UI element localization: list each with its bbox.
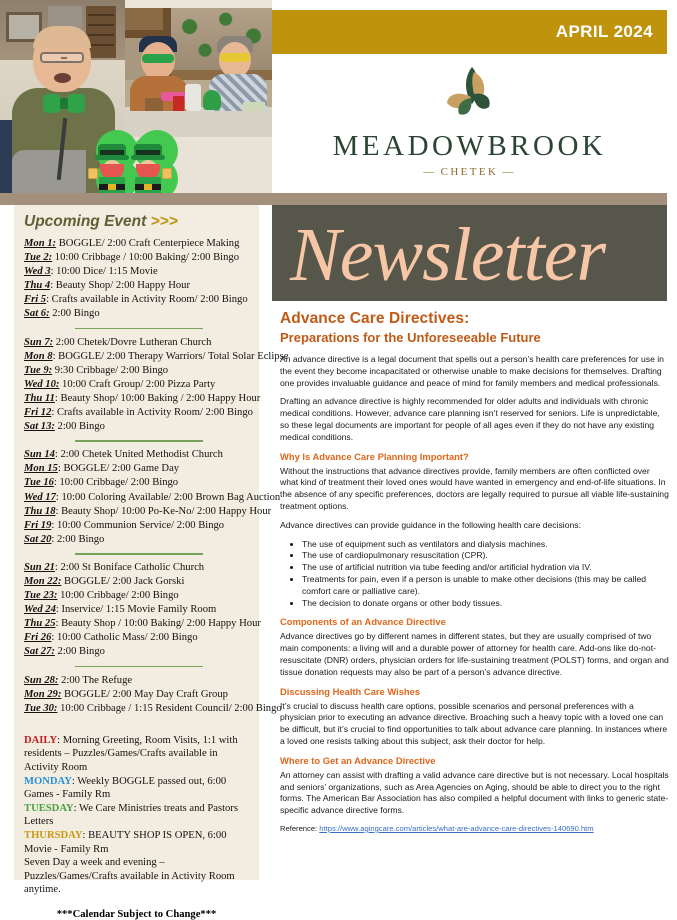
photo-cabinet-lines [88,14,114,16]
newsletter-banner [272,205,667,301]
event-text: : Crafts available in Activity Room/ 2:00 Bingo [51,407,253,419]
event-day: Thu 25 [24,618,56,630]
article-heading-components: Components of an Advance Directive [280,616,446,628]
newsletter-title: Newsletter [290,213,606,297]
article-title: Advance Care Directives: [280,310,470,327]
event-text: : Beauty Shop/ 10:00 Po-Ke-No/ 2:00 Happy Hour [55,505,272,517]
event-row [24,688,253,702]
event-row [24,575,253,589]
sidebar-heading [24,213,259,231]
article-reference [280,824,670,833]
article-bullet-item: • The use of equipment such as ventilators and dialysis machines. [302,539,670,551]
weekly-day-text: : We Care Ministries treats and Pastors Letters [24,802,238,828]
reference-label: Reference: [280,823,318,833]
event-day: Fri 26 [24,632,52,644]
event-row [24,617,261,631]
weekly-schedule-row [24,802,251,829]
weekly-day-tag: MONDAY [24,775,72,787]
event-text: : 10:00 Catholic Mass/ 2:00 Bingo [51,632,198,644]
event-text: BOGGLE/ 2:00 May Day Craft Group [61,688,228,700]
reference-link[interactable]: https://www.agingcare.com/articles/what-are-advance-care-directives-140690.htm [319,823,594,833]
eyeglasses-icon [40,52,84,63]
event-text: 2:00 Bingo [54,646,105,658]
article-bullet-item: • The use of artificial nutrition via tube feeding and/or artificial hydration via IV. [302,562,670,574]
leprechaun-icon-right [132,144,164,196]
event-day: Fri 12 [24,407,52,419]
event-day: Sun 14 [24,449,55,461]
photo-cup [185,84,201,111]
event-text: : 10:00 Coloring Available/ 2:00 Brown Bag Auction [55,491,281,503]
event-text: BOGGLE/ 2:00 Jack Gorski [61,575,185,587]
event-day: Mon 15 [24,463,58,475]
shamrock-bowtie [43,94,85,113]
event-day: Mon 22: [24,575,62,587]
photo-bills [243,102,265,111]
event-day: Fri 19 [24,519,52,531]
article-paragraph-4: Advance directives can provide guidance in the following health care decisions: [280,519,581,530]
event-day: Thu 18 [24,505,56,517]
weekly-day-text: : Weekly BOGGLE passed out, 6:00 Games - Family Rm [24,775,227,801]
event-text: 9:30 Cribbage/ 2:00 Bingo [52,364,169,376]
month-label: APRIL 2024 [555,22,653,41]
event-row [24,519,253,533]
chevrons-icon: >>> [150,213,178,230]
event-row [24,462,253,476]
event-row [24,448,253,462]
event-row [24,251,253,265]
week-divider [24,322,253,336]
event-row [24,265,253,279]
weekly-day-tag: THURSDAY [24,829,83,841]
event-row [24,603,253,617]
weekly-day-text: : Morning Greeting, Room Visits, 1:1 with residents – Puzzles/Games/Crafts available in Activity Room [24,734,238,773]
weekly-footer: Seven Day a week and evening – Puzzles/Games/Crafts available in Activity Room anytime. [24,857,235,896]
event-text: : 2:00 Bingo [51,533,105,545]
event-text: : BOGGLE/ 2:00 Game Day [57,463,180,475]
event-day: Mon 29: [24,688,62,700]
weekly-schedule-row [24,775,251,802]
event-row [24,392,261,406]
event-row [24,631,253,645]
event-text: : Inservice/ 1:15 Movie Family Room [55,604,217,616]
event-text: : Beauty Shop/ 2:00 Happy Hour [50,280,190,292]
event-day: Tue 16 [24,477,54,489]
event-day: Sat 13: [24,421,55,433]
events-sidebar [14,205,289,920]
brand-logo-block [272,58,667,193]
event-row [24,336,253,350]
event-day: Tue 30: [24,702,58,714]
weekly-day-tag: TUESDAY [24,802,74,814]
event-day: Wed 3 [24,266,51,278]
event-day: Tue 23: [24,590,58,602]
event-day: Wed 24 [24,604,56,616]
photo-wood-box [145,98,163,111]
event-text: 10:00 Cribbage / 1:15 Resident Council/ 2:00 Bingo [57,702,282,714]
weekly-day-text: : BEAUTY SHOP IS OPEN, 6:00 Movie - Family Rm [24,829,227,855]
event-row [24,476,253,490]
event-text: : 10:00 Cribbage/ 2:00 Bingo [53,477,179,489]
event-day: Tue 9: [24,364,53,376]
article-paragraph-7: An attorney can assist with drafting a valid advance care directive but is not necessary. Local hospitals and seniors’ organizations, such as Area Agencies on Aging, should be able to direct you to the right forms. The American Bar Association has also compiled a helpful document with links to generic state-specific advance directive forms. [280,769,669,816]
event-text: : BOGGLE/ 2:00 Therapy Warriors/ Total Solar Eclipse [52,350,289,362]
event-day: Mon 1: [24,238,57,249]
article-bullet-item: • The decision to donate organs or other body tissues. [302,598,670,610]
events-list [24,237,289,716]
event-row [24,589,253,603]
resident-photo-right [125,8,272,137]
event-day: Thu 4 [24,280,51,292]
event-day: Sat 27: [24,646,55,658]
article-heading-discussing: Discussing Health Care Wishes [280,685,421,697]
event-text: 10:00 Craft Group/ 2:00 Pizza Party [59,378,216,390]
month-banner [272,10,667,54]
event-day: Wed 10: [24,378,60,390]
event-text: : 2:00 Chetek United Methodist Church [54,449,223,461]
weekly-schedule-block [24,734,251,897]
article-bullet-list [302,539,670,610]
event-row [24,533,253,547]
week-divider [24,660,253,674]
event-row [24,378,253,392]
week-divider [24,547,253,561]
weekly-schedule-row [24,734,251,775]
event-day: Mon 8 [24,350,53,362]
event-text: 2:00 Chetek/Dovre Lutheran Church [53,336,212,348]
photo-soda-can [173,96,184,111]
event-text: 2:00 The Refuge [58,674,133,686]
event-text: : 2:00 St Boniface Catholic Church [54,561,205,573]
event-day: Fri 5 [24,294,47,306]
article-column [280,310,670,880]
shamrock-decoration [203,90,221,110]
shamrock-glasses-green [142,54,174,63]
event-text: 2:00 Bingo [49,308,100,320]
leprechaun-icon-left [96,144,128,196]
article-bullet-item: • The use of cardiopulmonary resuscitation (CPR). [302,550,670,562]
header-photo-strip [0,0,272,193]
page-header [0,0,677,196]
event-text: : 10:00 Dice/ 1:15 Movie [50,266,158,278]
header-divider-band [0,193,667,205]
article-bullet-item: • Treatments for pain, even if a person is unable to make other decisions (this may be called comfort care or palliative care). [302,574,670,598]
event-row [24,350,289,364]
event-text: : Beauty Shop/ 10:00 Baking / 2:00 Happy Hour [54,392,261,404]
article-paragraph-2: Drafting an advance directive is highly recommended for older adults and individuals with chronic medical conditions. However, advance care planning isn’t reserved for seniors. Life is unpredictable, so these legal documents are important for people of all ages even if they do not have any existing medical conditions. [280,396,660,442]
event-text: : 10:00 Communion Service/ 2:00 Bingo [51,519,225,531]
photo-person-mouth [54,73,71,83]
event-day: Sat 20 [24,533,52,545]
article-heading-why: Why Is Advance Care Planning Important? [280,450,469,462]
butterfly-leaf-logo-icon [434,64,506,126]
event-row [24,237,253,251]
event-row [24,702,282,716]
event-row [24,307,253,321]
event-day: Sun 21 [24,561,55,573]
event-day: Sun 28: [24,674,59,686]
event-row [24,674,253,688]
event-day: Sun 7: [24,336,54,348]
shamrock-glasses-gold [220,53,250,62]
event-day: Tue 2: [24,252,53,264]
event-row [24,406,253,420]
article-subtitle: Preparations for the Unforeseeable Future [280,330,541,345]
event-day: Sat 6: [24,308,50,320]
event-day: Wed 17 [24,491,56,503]
photo-gap-top [125,0,272,8]
event-row [24,505,272,519]
photo-person-pants [12,150,86,193]
article-paragraph-6: It’s crucial to discuss health care options, possible scenarios and personal preferences with a physician prior to executing an advance directive. Broaching such a heavy topic with a loved one can be difficult, but it’s crucial to find opportunities to talk about advance care planning. In instances where a loved one resists talking about this subject, ask their doctor for help. [280,700,668,746]
sidebar-heading-text: Upcoming Event [24,213,147,230]
event-row [24,645,253,659]
event-row [24,364,253,378]
article-paragraph-5: Advance directives go by different names in different states, but they are usually comprised of two main components: a living will and a durable power of attorney for health care. Add-ons like do-not-resuscitate (DNR) orders, physician orders for life-sustaining treatment (POLST) forms, and organ and tissue donation requests may also be part of a person’s advance directive. [280,631,669,677]
weekly-day-tag: DAILY [24,734,58,746]
event-text: 2:00 Bingo [54,421,105,433]
calendar-disclaimer: ***Calendar Subject to Change*** [56,908,217,920]
event-text: BOGGLE/ 2:00 Craft Centerpiece Making [56,238,240,249]
week-divider [24,434,253,448]
article-paragraph-1: An advance directive is a legal document that spells out a person’s health care preferences for use in the event they become incapacitated or otherwise unable to make decisions for themselves. Drafting one provides invaluable guidance and peace of mind for family members and medical professionals. [280,354,664,388]
event-text: : Beauty Shop / 10:00 Baking/ 2:00 Happy Hour [55,618,261,630]
event-text: 10:00 Cribbage/ 2:00 Bingo [57,590,179,602]
event-row [24,279,253,293]
event-day: Thu 11 [24,392,55,404]
event-row [24,491,281,505]
event-row [24,561,253,575]
article-heading-where: Where to Get an Advance Directive [280,754,436,766]
event-row [24,420,253,434]
brand-name: MEADOWBROOK [332,130,607,162]
article-paragraph-3: Without the instructions that advance directives provide, family members are often conflicted over what kind of treatment their loved ones would have wanted in emergency and end-of-life situations. In the absence of any specific preferences, doctors are legally required to pursue all viable life-sustaining treatment options. [280,465,669,511]
event-text: 10:00 Cribbage / 10:00 Baking/ 2:00 Bingo [52,252,240,264]
brand-location: — CHETEK — [272,166,667,178]
event-row [24,293,253,307]
weekly-schedule-row [24,829,251,856]
event-text: : Crafts available in Activity Room/ 2:00 Bingo [46,294,248,306]
